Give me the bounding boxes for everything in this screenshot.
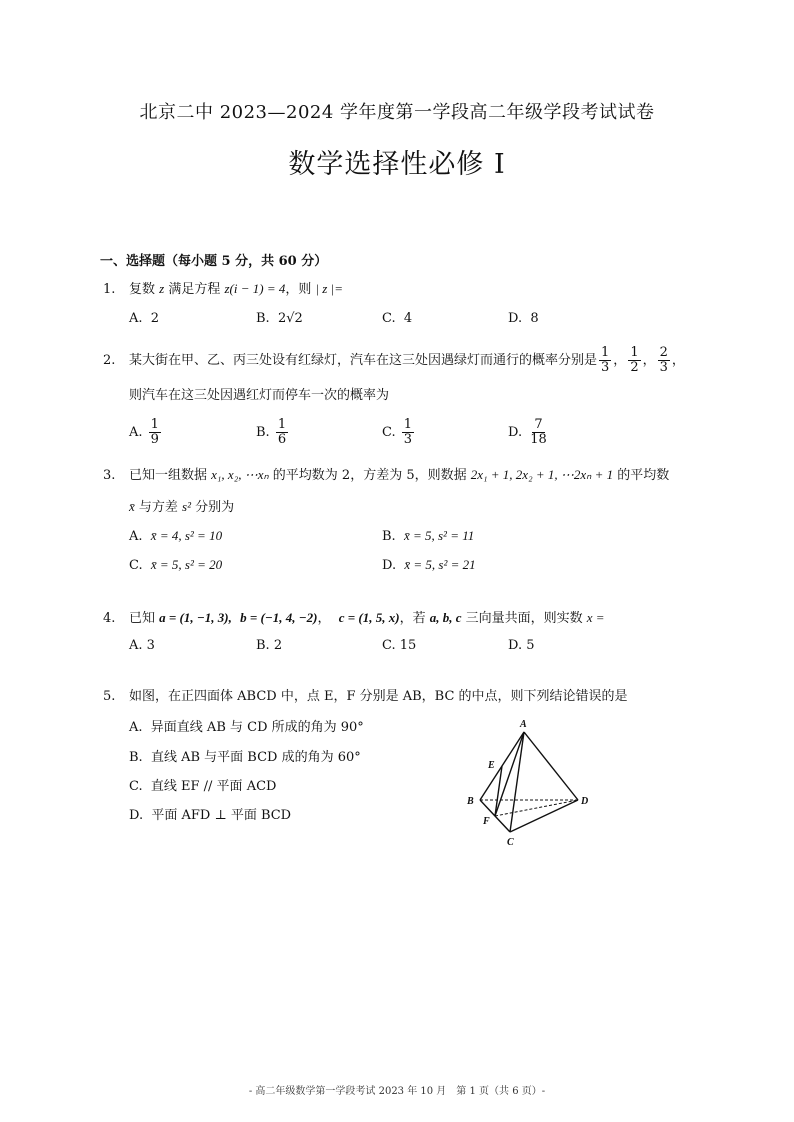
q5-option-b: B. 直线 AB 与平面 BCD 成的角为 60° [129, 750, 361, 765]
question-number: 2. [103, 353, 116, 368]
question-number: 1. [103, 282, 116, 297]
q1-equation: z(i − 1) = 4 [224, 281, 286, 296]
label-d: D [581, 796, 589, 807]
q2-option-d: D. $\frac{7}{18}$ [508, 417, 547, 447]
edge-ad [524, 732, 578, 800]
label-e: E [488, 760, 495, 771]
q2-text: 某大街在甲、乙、丙三处设有红绿灯，汽车在这三处因遇绿灯而通行的概率分别是 [129, 353, 598, 368]
q2-option-b: B. $\frac{1}{6}$ [256, 417, 287, 447]
segment-af [495, 732, 524, 816]
q1-option-d: D. 8 [508, 311, 539, 326]
edge-cd [510, 800, 578, 832]
vector-b: b = (−1, 4, −2) [240, 610, 318, 625]
question-number: 5. [103, 689, 116, 704]
fraction: $\frac{1}{2}$ [630, 345, 639, 375]
q4-option-c: C. 15 [382, 638, 417, 653]
vector-a: a = (1, −1, 3), [159, 610, 232, 625]
subject-title: 数学选择性必修 I [288, 149, 506, 180]
section-heading: 一、选择题（每小题 5 分，共 60 分） [100, 254, 328, 269]
exam-title: 北京二中 2023—2024 学年度第一学段高二年级学段考试试卷 [139, 102, 655, 123]
q3-data2: 2x₁ + 1, 2x₂ + 1, ⋯2xₙ + 1 [470, 467, 614, 482]
q2-line2: 则汽车在这三处因遇红灯而停车一次的概率为 [129, 388, 390, 403]
q4-option-a: A. 3 [129, 638, 155, 653]
vector-c: c = (1, 5, x) [338, 610, 400, 625]
q1-option-c: C. 4 [382, 311, 413, 326]
q5-option-a: A. 异面直线 AB 与 CD 所成的角为 90° [129, 720, 364, 735]
page-footer: - 高二年级数学第一学段考试 2023 年 10 月 第 1 页（共 6 页）- [248, 1086, 546, 1097]
question-4: 4. 已知 a = (1, −1, 3), b = (−1, 4, −2)， c = (1, 5, x)，若 a, b, c 三向量共面，则实数 x = [103, 610, 605, 626]
fraction: $\frac{1}{3}$ [601, 345, 610, 375]
segment-ef [495, 766, 502, 816]
q3-option-c: C. x̄ = 5, s² = 20 [129, 557, 223, 573]
q3-option-b: B. x̄ = 5, s² = 11 [382, 528, 475, 544]
segment-fd-hidden [495, 800, 578, 816]
q1-text: 复数 [129, 282, 160, 297]
q2-option-c: C. $\frac{1}{3}$ [382, 417, 413, 447]
edge-ac [510, 732, 524, 832]
q5-option-c: C. 直线 EF // 平面 ACD [129, 779, 277, 794]
label-c: C [507, 837, 514, 848]
q4-option-d: D. 5 [508, 638, 535, 653]
label-a: A [520, 719, 527, 730]
q4-option-b: B. 2 [256, 638, 283, 653]
fraction: $\frac{2}{3}$ [659, 345, 668, 375]
question-number: 3. [103, 468, 116, 483]
q1-text: ，则 [285, 282, 316, 297]
q3-data1: x₁, x₂, ⋯xₙ [211, 467, 269, 482]
question-1 [103, 280, 343, 299]
label-f: F [483, 816, 490, 827]
question-5: 5. 如图，在正四面体 ABCD 中，点 E，F 分别是 AB，BC 的中点，则下列结论错误的是 [103, 689, 628, 704]
q2-option-a: A. $\frac{1}{9}$ [129, 417, 159, 447]
q3-option-a: A. x̄ = 4, s² = 10 [129, 528, 223, 544]
var-z: z [159, 281, 165, 296]
q1-option-a: A. 2 [129, 311, 160, 326]
question-2: 2. 某大街在甲、乙、丙三处设有红绿灯，汽车在这三处因遇绿灯而通行的概率分别是 $\frac{1}{3}$ ， $\frac{1}{2}$ ， $\frac{2}{3}$ ， [103, 345, 685, 375]
q1-abs: | z |= [315, 281, 343, 296]
q3-option-d: D. x̄ = 5, s² = 21 [382, 557, 476, 573]
question-3: 3. 已知一组数据 x₁, x₂, ⋯xₙ 的平均数为 2，方差为 5，则数据 2x₁ + 1, 2x₂ + 1, ⋯2xₙ + 1 的平均数 [103, 467, 670, 483]
q5-option-d: D. 平面 AFD ⊥ 平面 BCD [129, 808, 292, 823]
q3-line2: x̄ 与方差 s² 分别为 [129, 499, 235, 515]
question-number: 4. [103, 611, 116, 626]
q1-text: 满足方程 [164, 282, 225, 297]
label-b: B [467, 796, 474, 807]
q1-option-b: B. 2√2 [256, 311, 303, 326]
tetrahedron-diagram [462, 716, 602, 852]
